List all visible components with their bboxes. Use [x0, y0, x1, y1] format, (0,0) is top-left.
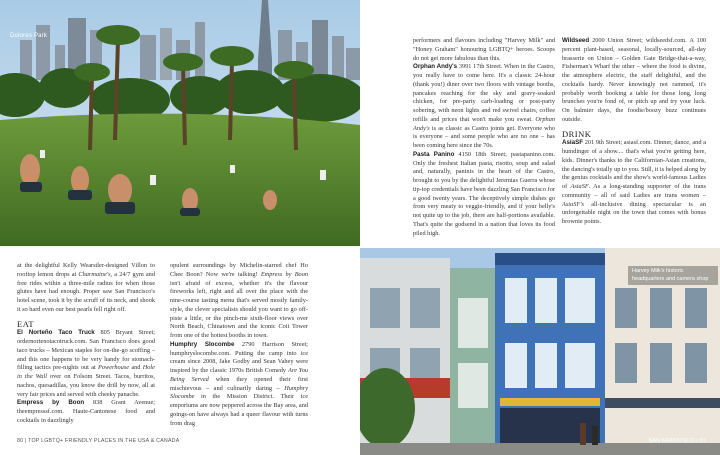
listing: [17, 399, 155, 425]
listing: [413, 151, 555, 239]
body-text: 201 9th Street; asiasf.com. Dinner, dance, and a humdinger of a show.... that's what you're getting here, kids. Dinner's thanks to the Californian-Asian creations, the dancing's totally up to you. Still, it is helped along by the genius cocktails and the show's world-famous Ladies of: [562, 139, 706, 190]
venue-name: Pasta Panino: [413, 150, 455, 158]
dolores-park-illustration: [0, 0, 360, 246]
venue-name-italic: Empress by Boon: [260, 270, 308, 278]
body-text: when they opened their first mischievous – and culinarily daring –: [170, 375, 308, 392]
body-text: all-inclusive dining spectacular is an unforgettable night on the town that comes with bonus brownie points.: [562, 200, 706, 225]
castro-street-photo: [360, 248, 720, 455]
venue-name: Empress by Boon: [17, 399, 85, 407]
body-text: 838 Grant Avenue; theempresssf.com. Haute-Cantonese food and cocktails in dazzlingly: [17, 399, 155, 424]
body-text: 2000 Union Street; wildseedsf.com. A 100 percent plant-based, seasonal, locally-sourced, all-day brasserie on Union – Golden Gate Bridge-that-a-way, Fisherman's Wharf the other – where the food is divine, the atmosphere electric, the staff delightful, and the cocktails hardy. Never knowingly not rammed, it's probably worth booking a table for those long, long brunches you're fond of, or pitch up and try your luck. On balmier days, the foodie/boozy buzz continues outside.: [562, 37, 706, 123]
text-column: [170, 262, 308, 428]
body-text: and: [129, 364, 143, 372]
body-text: 3991 17th Street. When in the Castro, you really have to come here. It's a classic 24-hour (thank you!) diner over two floors with vintage booths, pancakes reaching for the sky and gravy-soaked chicken, for pre-party carb-loading or post-party sobering, with neon lights and red swivel chairs, coffee refills and prices that won't make you sweat.: [413, 63, 555, 123]
body-text: performers and flavours including "Harvey Milk" and "Honey Graham" honouring LGBTQ+ heroes. Scoops do not get more fabulous than this.: [413, 37, 555, 62]
title-italic: Are You Being Served: [170, 367, 308, 383]
listing: [17, 329, 155, 399]
venue-name: AsiaSF: [562, 139, 583, 147]
section-heading: DRINK: [562, 128, 592, 139]
venue-name-italic: AsiaSF: [570, 183, 589, 190]
text-column: [17, 262, 155, 426]
paragraph: [413, 37, 555, 63]
body-text: is as classic as Castro joints get. Everyone who is everyone – and some people who are no one – has been coming here since the 70s.: [413, 124, 555, 149]
body-text: 4150 18th Street; pastapanino.com. Only the freshest Italian pasta, risotto, soup and salad and, naturally, paninis in the heart of the Castro, brought to you by the delightful Jeremias Guerra whose tip-top credentials have been dazzling San Francisco for a good twenty years. The deceptively simple dishes go from very meaty to veggie-friendly, and if your belly's not quite up to the job, there are half-portions available. That's quite the godsend in a nation that loves its food piled high.: [413, 150, 556, 237]
venue-name-italic: Charmaine's: [78, 270, 111, 278]
page-footer-left: 80 | TOP LGBTQ+ FRIENDLY PLACES IN THE USA & CANADA: [17, 438, 180, 444]
paragraph: [170, 262, 308, 341]
body-text: at the delightful Kelly Wearstler-designed Villon to rooftop lemon drops at: [17, 262, 155, 278]
venue-name: El Norteño Taco Truck: [17, 329, 95, 337]
venue-name: Humphry Slocombe: [170, 340, 235, 348]
venue-name-italic: Hole in the Wall: [17, 364, 155, 380]
body-text: 2790 Harrison Street; humphryslocombe.com. Putting the camp into ice cream since 2008, Jake Godby and Sean Vahey were inspired by the classic 1970s British Comedy: [170, 340, 308, 374]
section-heading: EAT: [17, 318, 35, 329]
text-column: [562, 37, 706, 227]
body-text: in the Mission District. Their ice emporiums are now peppered across the Bay area, and goings-on have always had a queer flavour with turns from drag: [170, 393, 308, 427]
body-text: over on Folsom Street. Tacos, burritos, nachos, quesadillas, you know the drill by now, all at very fair prices and served with cheeky panache.: [17, 373, 155, 398]
body-text: , a 24/7 gym and free rides within a three-mile radius for when those glutes have had enough. Proper saw San Francisco's hotel scene, took it by the scruff of its neck, and shook it so hard even our best pearls fell right off.: [17, 270, 155, 313]
page-footer-right: SAN FRANCISCO | 87: [648, 438, 706, 444]
venue-name-italic: AsiaSF's: [562, 200, 584, 208]
photo-caption: Dolores Park: [10, 33, 48, 39]
listing: [413, 63, 555, 151]
venue-name-italic: Powerhouse: [98, 364, 130, 372]
listing: [562, 37, 706, 125]
paragraph: [17, 262, 155, 315]
body-text: opulent surroundings by Michelin-starred chef Ho Chee Boon? Now we're talking!: [170, 262, 308, 278]
venue-name-italic: Humphry Slocombe: [170, 384, 308, 401]
dolores-park-photo: [0, 0, 360, 246]
listing: [562, 139, 706, 227]
listing: [170, 341, 308, 429]
venue-name-italic: Orphan Andy's: [413, 115, 555, 132]
body-text: isn't afraid of excess, whether it's the flavour fireworks left, right and all over the place with the nine-course tasting menu that's served mostly family-style, the clever specialists should you want to go off-piste a little, or the pinch-me sixth-floor views over North Beach, Chinatown and the iconic Coit Tower from one of the hottest booths in town.: [170, 279, 308, 339]
photo-caption: Harvey Milk's historic headquarters and camera shop: [628, 266, 718, 285]
venue-name: Orphan Andy's: [413, 63, 458, 71]
venue-name: Wildseed: [562, 37, 590, 44]
text-column: [413, 37, 555, 238]
body-text: . As a long-standing supporter of the trans community – all of said Ladies are trans women –: [562, 183, 706, 199]
body-text: 805 Bryant Street; ordernortenotacotruck.com. San Francisco does good taco trucks – Mexican staples for on-the-go scoffing – and this one happens to be very handy for stomach-filling tactics pre-nights out at: [17, 329, 155, 372]
